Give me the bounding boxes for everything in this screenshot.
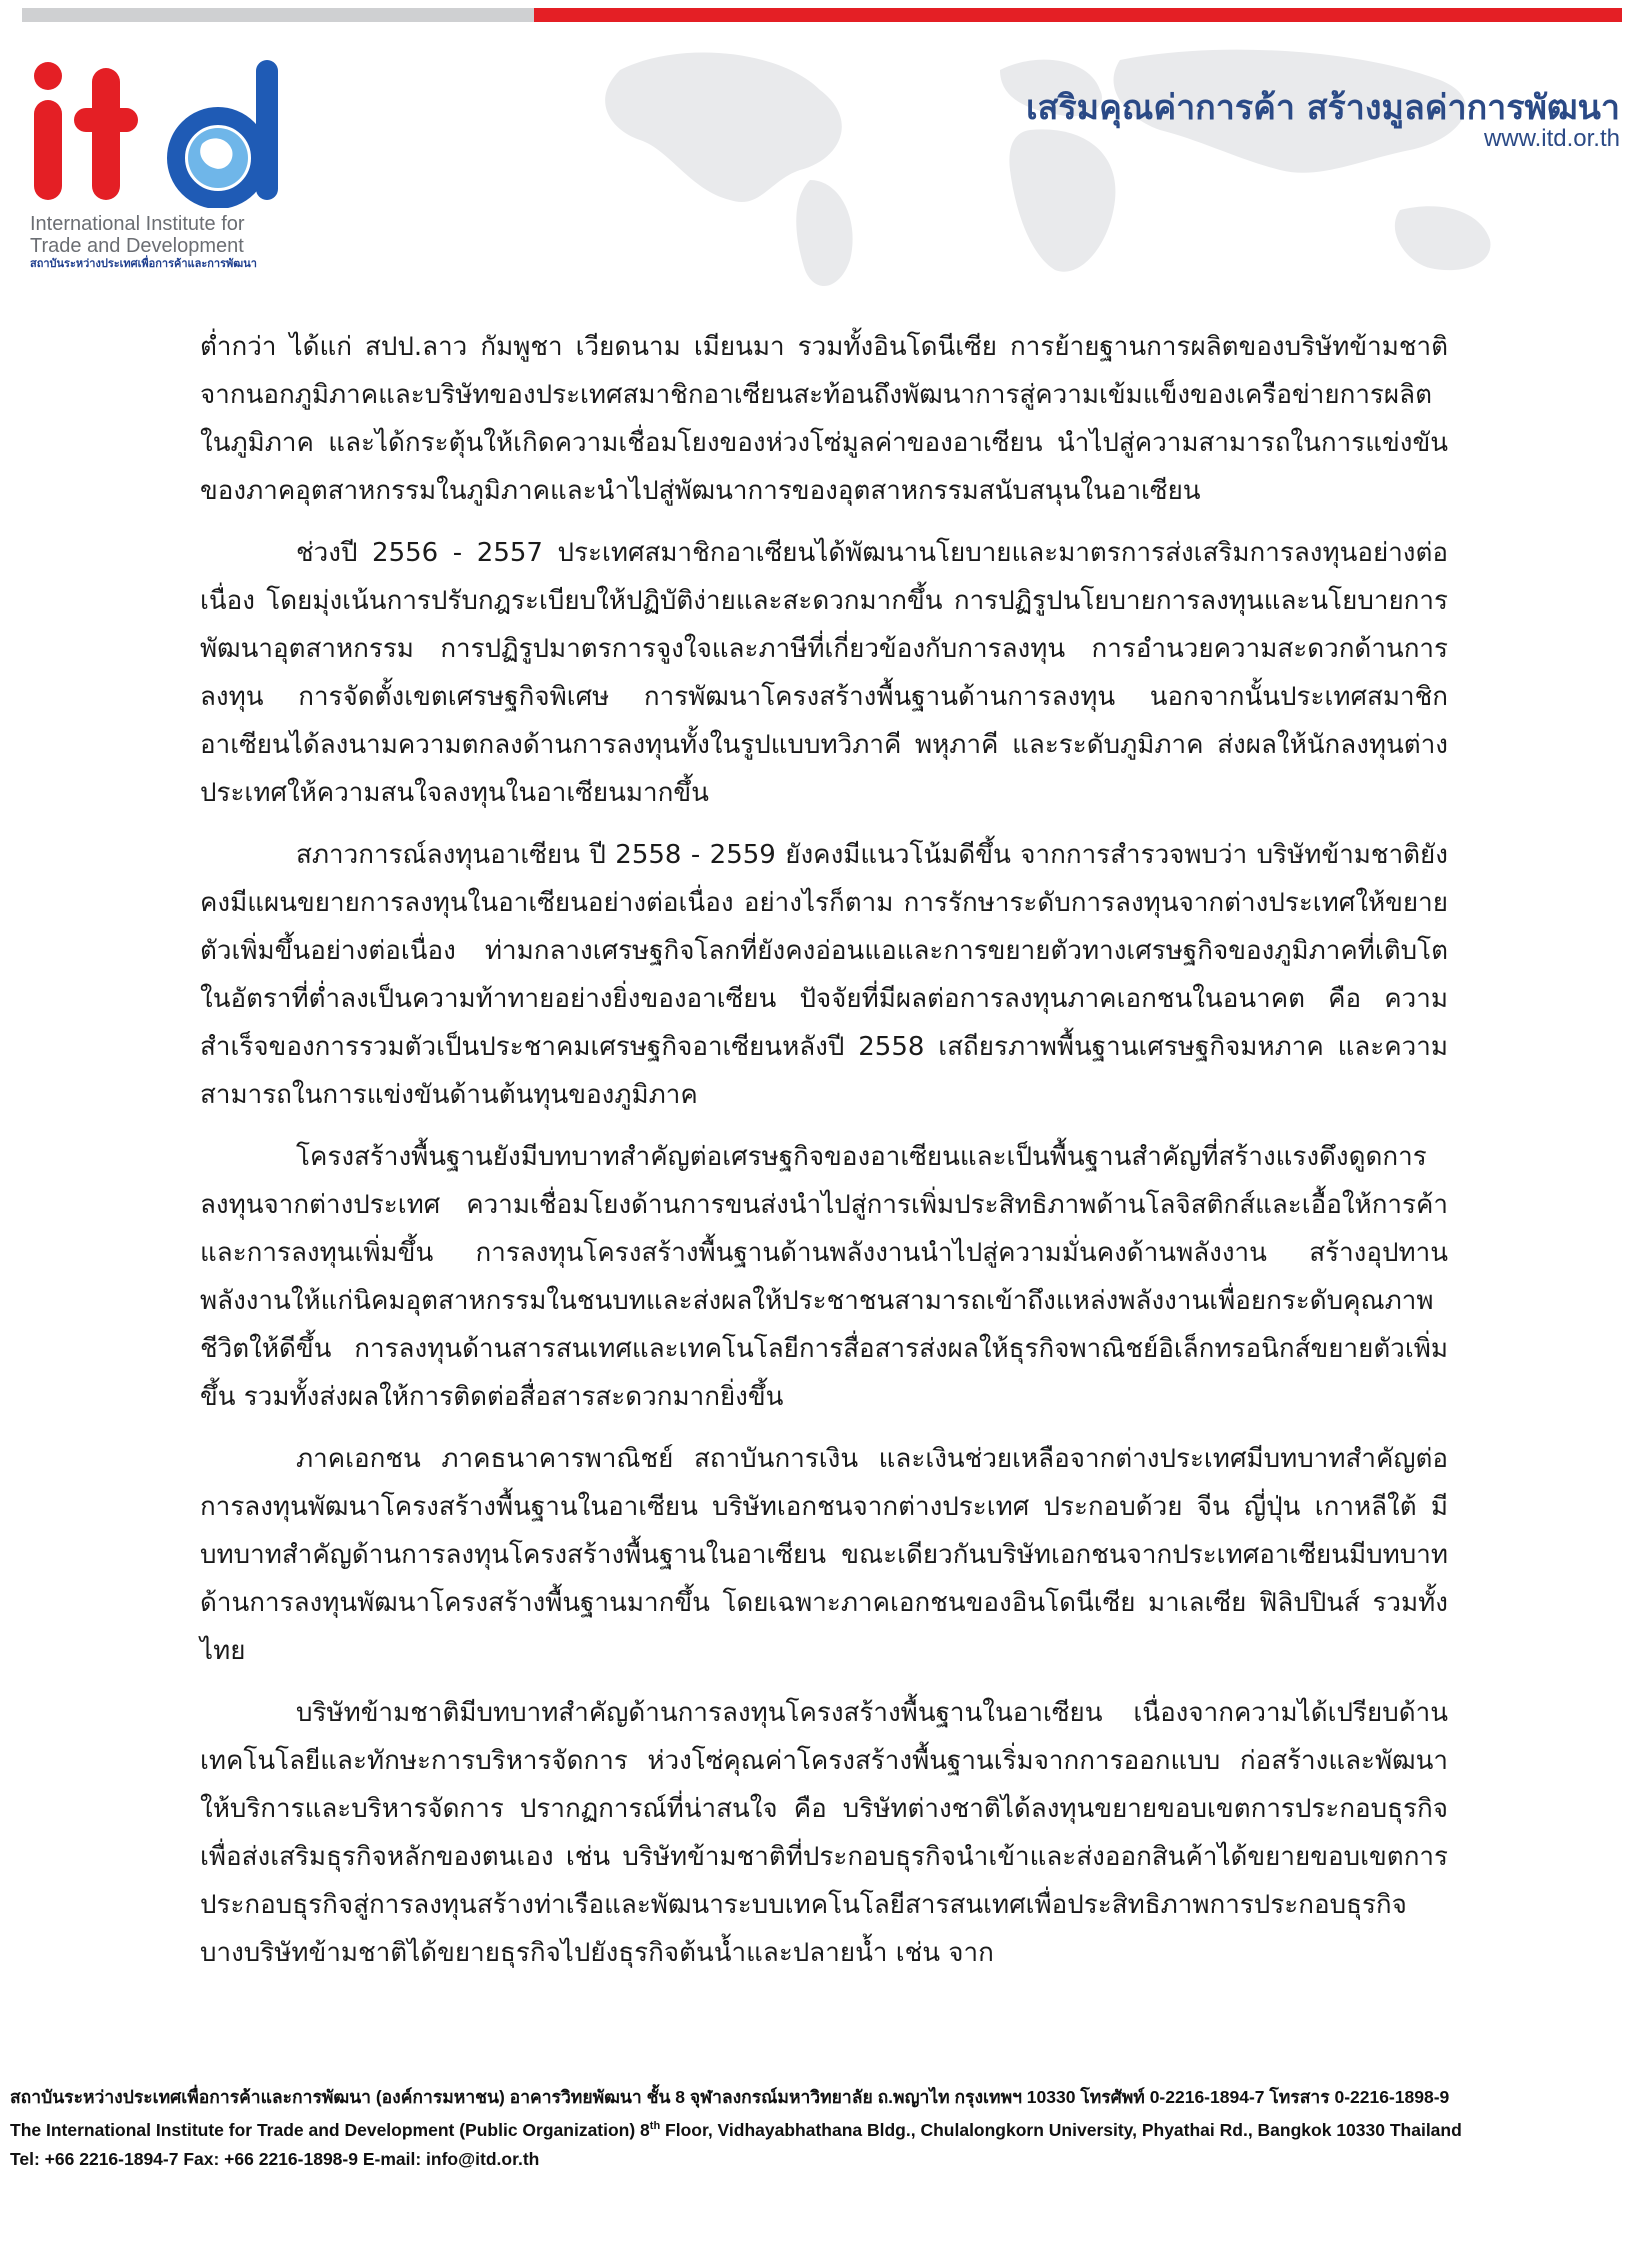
logo-institute-name (30, 213, 320, 271)
paragraph-6: บริษัทข้ามชาติมีบทบาทสำคัญด้านการลงทุนโครงสร้างพื้นฐานในอาเซียน เนื่องจากความได้เปรียบด้านเทคโนโลยีและทักษะการบริหารจัดการ ห่วงโซ่คุณค่าโครงสร้างพื้นฐานเริ่มจากการออกแบบ ก่อสร้างและพัฒนา ให้บริการและบริหารจัดการ ปรากฏการณ์ที่น่าสนใจ คือ บริษัทต่างชาติได้ลงทุนขยายขอบเขตการประกอบธุรกิจเพื่อส่งเสริมธุรกิจหลักของตนเอง เช่น บริษัทข้ามชาติที่ประกอบธุรกิจนำเข้าและส่งออกสินค้าได้ขยายขอบเขตการประกอบธุรกิจสู่การลงทุนสร้างท่าเรือและพัฒนาระบบเทคโนโลยีสารสนเทศเพื่อประสิทธิภาพการประกอบธุรกิจ บางบริษัทข้ามชาติได้ขยายธุรกิจไปยังธุรกิจต้นน้ำและปลายน้ำ เช่น จาก (200, 1698, 1448, 1968)
itd-logo (28, 58, 298, 278)
paragraph-2: ช่วงปี 2556 - 2557 ประเทศสมาชิกอาเซียนได้พัฒนานโยบายและมาตรการส่งเสริมการลงทุนอย่างต่อเนื่อง โดยมุ่งเน้นการปรับกฎระเบียบให้ปฏิบัติง่ายและสะดวกมากขึ้น การปฏิรูปนโยบายการลงทุนและนโยบายการพัฒนาอุตสาหกรรม การปฏิรูปมาตรการจูงใจและภาษีที่เกี่ยวข้องกับการลงทุน การอำนวยความสะดวกด้านการลงทุน การจัดตั้งเขตเศรษฐกิจพิเศษ การพัฒนาโครงสร้างพื้นฐานด้านการลงทุน นอกจากนั้นประเทศสมาชิกอาเซียนได้ลงนามความตกลงด้านการลงทุนทั้งในรูปแบบทวิภาคี พหุภาคี และระดับภูมิภาค ส่งผลให้นักลงทุนต่างประเทศให้ความสนใจลงทุนในอาเซียนมากขึ้น (200, 538, 1448, 808)
paragraph-5: ภาคเอกชน ภาคธนาคารพาณิชย์ สถาบันการเงิน และเงินช่วยเหลือจากต่างประเทศมีบทบาทสำคัญต่อการลงทุนพัฒนาโครงสร้างพื้นฐานในอาเซียน บริษัทเอกชนจากต่างประเทศ ประกอบด้วย จีน ญี่ปุ่น เกาหลีใต้ มีบทบาทสำคัญด้านการลงทุนโครงสร้างพื้นฐานในอาเซียน ขณะเดียวกันบริษัทเอกชนจากประเทศอาเซียนมีบทบาทด้านการลงทุนพัฒนาโครงสร้างพื้นฐานมากขึ้น โดยเฉพาะภาคเอกชนของอินโดนีเซีย มาเลเซีย ฟิลิปปินส์ รวมทั้งไทย (200, 1444, 1448, 1666)
header-bar-red (534, 8, 1622, 22)
footer-address-en-sup: th (649, 2120, 661, 2132)
footer-address-en-prefix: The International Institute for Trade and Development (Public Organization) 8 (10, 2119, 650, 2140)
footer-address-en (10, 2112, 1640, 2145)
footer-address-th: สถาบันระหว่างประเทศเพื่อการค้าและการพัฒนา (องค์การมหาชน) อาคารวิทยพัฒนา ชั้น 8 จุฬาลงกรณ์มหาวิทยาลัย ถ.พญาไท กรุงเทพฯ 10330 โทรศัพท์ 0-2216-1894-7 โทรสาร 0-2216-1898-9 (10, 2087, 1450, 2107)
footer-contact: Tel: +66 2216-1894-7 Fax: +66 2216-1898-9 E-mail: info@itd.or.th (10, 2148, 540, 2169)
document-body (200, 323, 1448, 1991)
paragraph-3: สภาวการณ์ลงทุนอาเซียน ปี 2558 - 2559 ยังคงมีแนวโน้มดีขึ้น จากการสำรวจพบว่า บริษัทข้ามชาติยังคงมีแผนขยายการลงทุนในอาเซียนอย่างต่อเนื่อง อย่างไรก็ตาม การรักษาระดับการลงทุนจากต่างประเทศให้ขยายตัวเพิ่มขึ้นอย่างต่อเนื่อง ท่ามกลางเศรษฐกิจโลกที่ยังคงอ่อนแอและการขยายตัวทางเศรษฐกิจของภูมิภาคที่เติบโตในอัตราที่ต่ำลงเป็นความท้าทายอย่างยิ่งของอาเซียน ปัจจัยที่มีผลต่อการลงทุนภาคเอกชนในอนาคต คือ ความสำเร็จของการรวมตัวเป็นประชาคมเศรษฐกิจอาเซียนหลังปี 2558 เสถียรภาพพื้นฐานเศรษฐกิจมหภาค และความสามารถในการแข่งขันด้านต้นทุนของภูมิภาค (200, 840, 1448, 1110)
footer-address-en-suffix: Floor, Vidhayabhathana Bldg., Chulalongkorn University, Phyathai Rd., Bangkok 10330 Thailand (660, 2119, 1462, 2140)
header-bar-gray (22, 8, 534, 22)
header-tagline: เสริมคุณค่าการค้า สร้างมูลค่าการพัฒนา (1026, 88, 1620, 128)
paragraph-1: ต่ำกว่า ได้แก่ สปป.ลาว กัมพูชา เวียดนาม เมียนมา รวมทั้งอินโดนีเซีย การย้ายฐานการผลิตของบริษัทข้ามชาติจากนอกภูมิภาคและบริษัทของประเทศสมาชิกอาเซียนสะท้อนถึงพัฒนาการสู่ความเข้มแข็งของเครือข่ายการผลิตในภูมิภาค และได้กระตุ้นให้เกิดความเชื่อมโยงของห่วงโซ่มูลค่าของอาเซียน นำไปสู่ความสามารถในการแข่งขันของภาคอุตสาหกรรมในภูมิภาคและนำไปสู่พัฒนาการของอุตสาหกรรมสนับสนุนในอาเซียน (200, 332, 1448, 506)
itd-wordmark-icon (30, 58, 290, 208)
page-footer (10, 2083, 1640, 2174)
logo-name-en-line1: International Institute for (30, 213, 245, 235)
header-website[interactable]: www.itd.or.th (1483, 125, 1620, 152)
logo-name-en-line2: Trade and Development (30, 235, 244, 257)
world-map-background (560, 30, 1620, 300)
logo-name-th: สถาบันระหว่างประเทศเพื่อการค้าและการพัฒนา (30, 258, 257, 270)
paragraph-4: โครงสร้างพื้นฐานยังมีบทบาทสำคัญต่อเศรษฐกิจของอาเซียนและเป็นพื้นฐานสำคัญที่สร้างแรงดึงดูดการลงทุนจากต่างประเทศ ความเชื่อมโยงด้านการขนส่งนำไปสู่การเพิ่มประสิทธิภาพด้านโลจิสติกส์และเอื้อให้การค้าและการลงทุนเพิ่มขึ้น การลงทุนโครงสร้างพื้นฐานด้านพลังงานนำไปสู่ความมั่นคงด้านพลังงาน สร้างอุปทานพลังงานให้แก่นิคมอุตสาหกรรมในชนบทและส่งผลให้ประชาชนสามารถเข้าถึงแหล่งพลังงานเพื่อยกระดับคุณภาพชีวิตให้ดีขึ้น การลงทุนด้านสารสนเทศและเทคโนโลยีการสื่อสารส่งผลให้ธุรกิจพาณิชย์อิเล็กทรอนิกส์ขยายตัวเพิ่มขึ้น รวมทั้งส่งผลให้การติดต่อสื่อสารสะดวกมากยิ่งขึ้น (200, 1142, 1448, 1412)
